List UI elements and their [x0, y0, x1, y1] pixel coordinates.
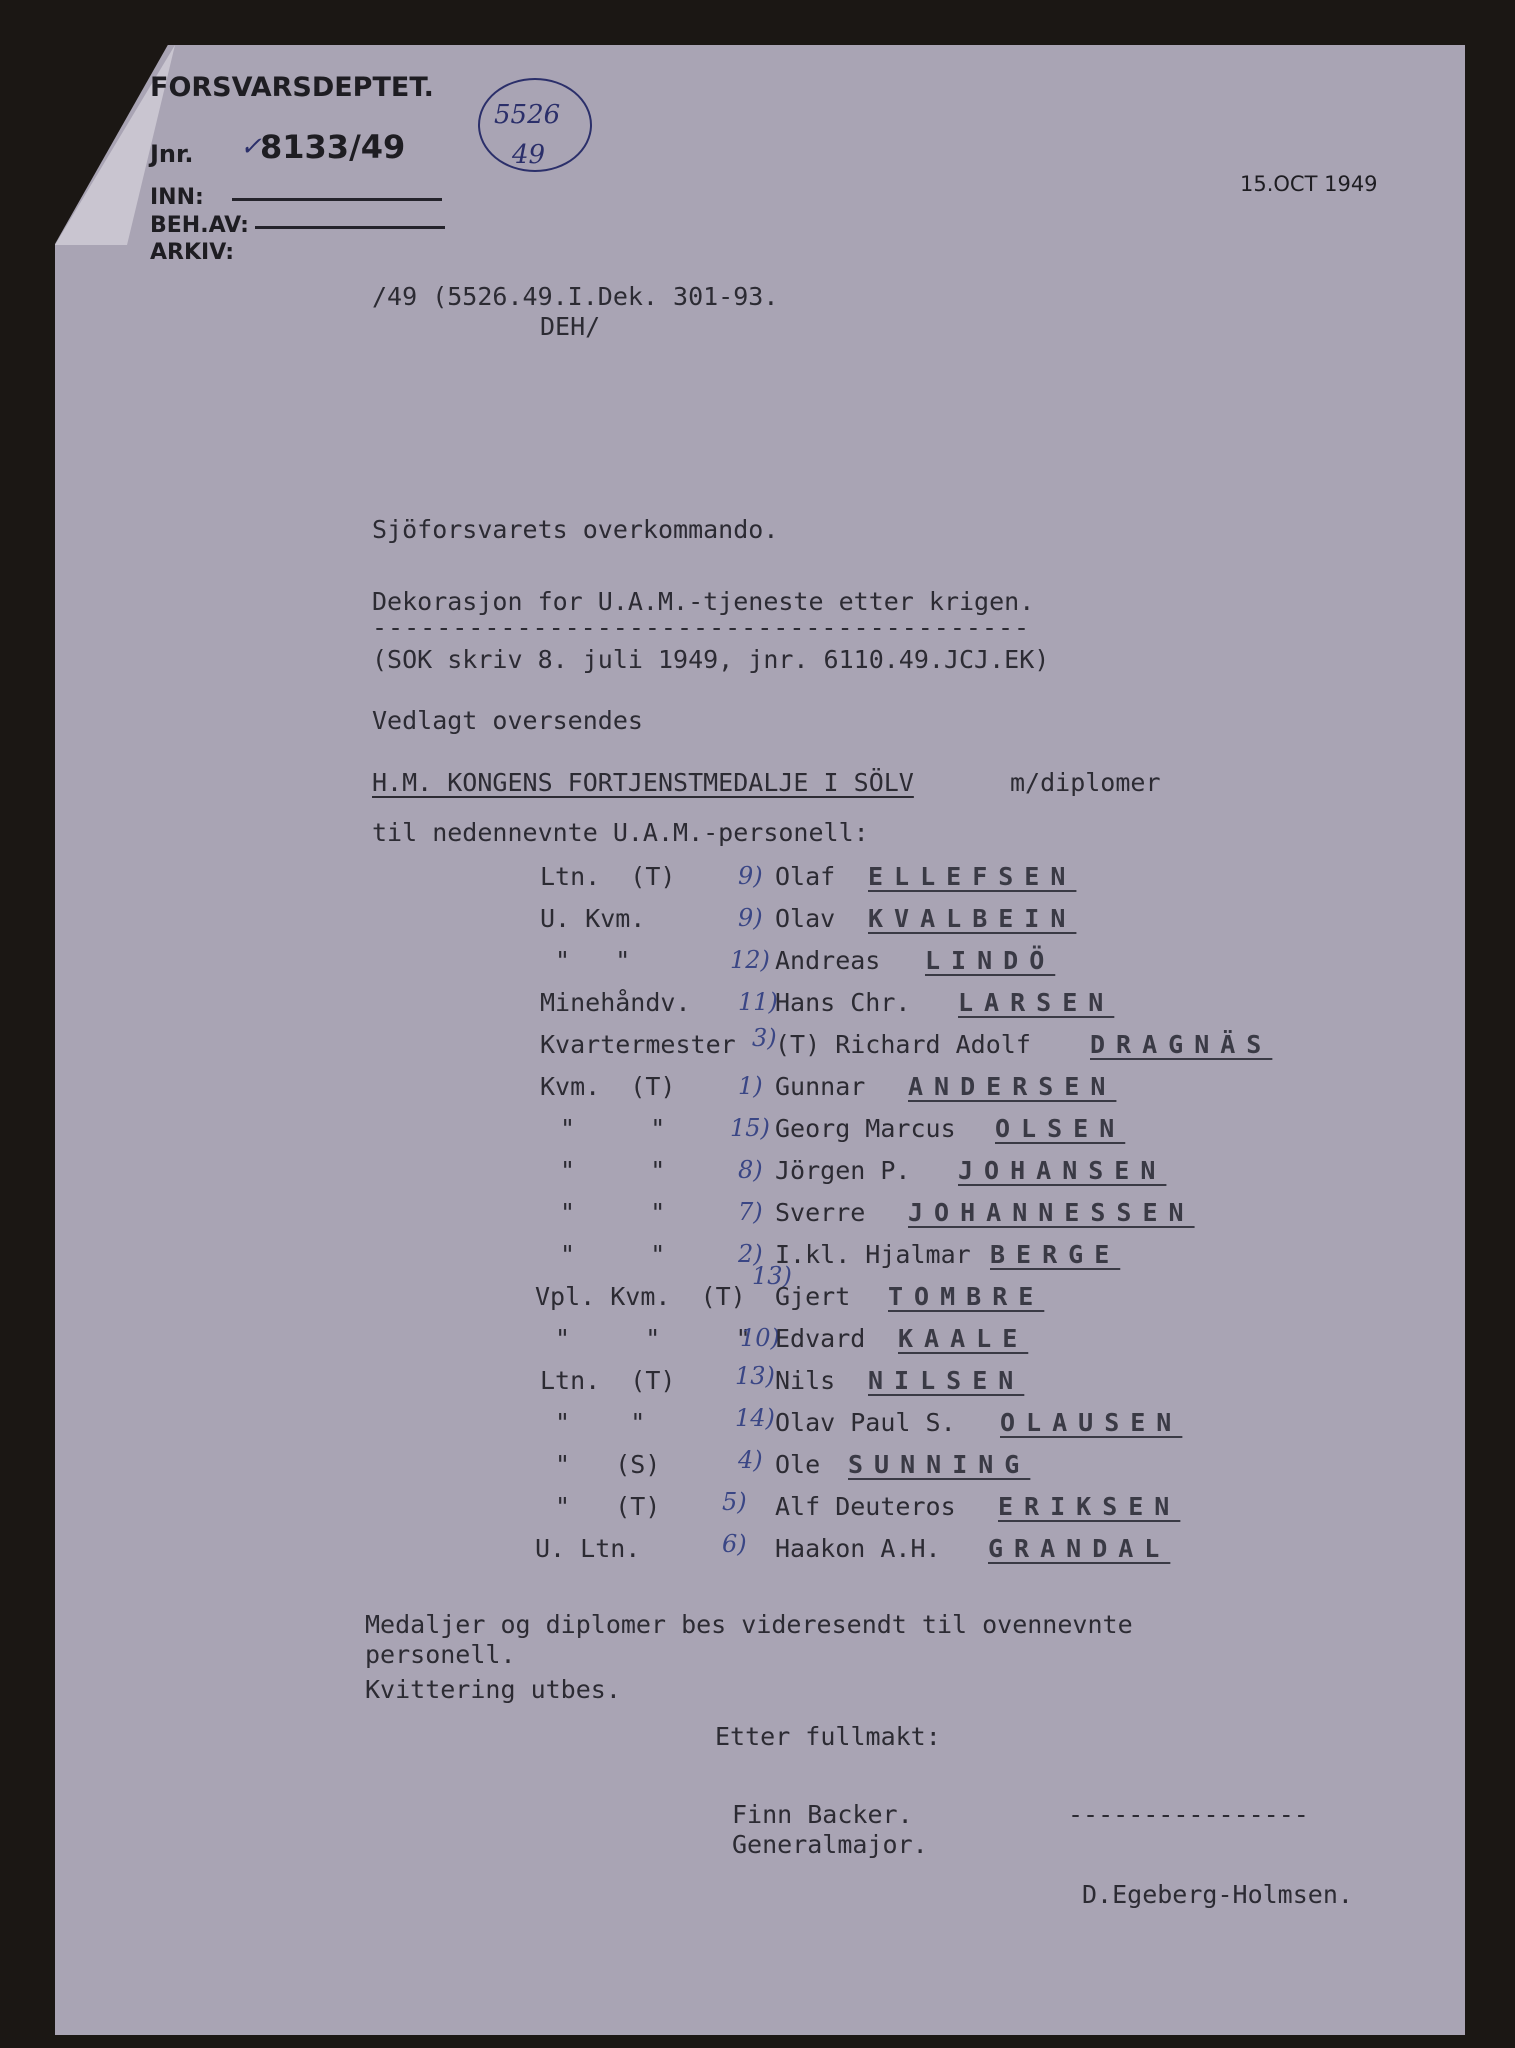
surname: DRAGNÄS [1090, 1030, 1273, 1059]
first-name: Georg Marcus [775, 1114, 956, 1143]
closing-line-1: Medaljer og diplomer bes videresendt til ovennevnte [365, 1610, 1133, 1639]
subject-rule: ----------------------------------------- [372, 613, 1031, 642]
first-name: (T) Richard Adolf [775, 1030, 1031, 1059]
rank: " (T) [555, 1492, 661, 1521]
first-name: Jörgen P. [775, 1156, 911, 1185]
surname: NILSEN [868, 1366, 1025, 1395]
first-name: Gjert [775, 1282, 851, 1311]
reference-line-1: /49 (5526.49.I.Dek. 301-93. [372, 282, 779, 311]
signatory-title: Generalmajor. [732, 1830, 928, 1859]
handwritten-number: 5) [722, 1488, 747, 1516]
handwritten-number: 10) [740, 1324, 780, 1352]
rank: Kvartermester [540, 1030, 736, 1059]
recipient: Sjöforsvarets overkommando. [372, 515, 779, 544]
handwritten-number: 15) [730, 1114, 770, 1142]
rank: " " " [555, 1324, 751, 1353]
handwritten-number: 14) [735, 1404, 775, 1432]
surname: JOHANSEN [958, 1156, 1167, 1185]
stamp-jnr-label: Jnr. [150, 140, 194, 168]
rank: Ltn. (T) [540, 862, 676, 891]
first-name: Hans Chr. [775, 988, 911, 1017]
first-name: Olav [775, 904, 836, 933]
surname: JOHANNESSEN [908, 1198, 1195, 1227]
first-name: Sverre [775, 1198, 866, 1227]
cosigner-name: D.Egeberg-Holmsen. [1082, 1880, 1353, 1909]
first-name: Nils [775, 1366, 836, 1395]
surname: SUNNING [848, 1450, 1031, 1479]
rank: " " [560, 1198, 666, 1227]
surname: GRANDAL [988, 1534, 1171, 1563]
reference-note: (SOK skriv 8. juli 1949, jnr. 6110.49.JCJ.EK) [372, 645, 1050, 674]
rank: Kvm. (T) [540, 1072, 676, 1101]
surname: LARSEN [958, 988, 1115, 1017]
surname: KVALBEIN [868, 904, 1077, 933]
authority-line: Etter fullmakt: [715, 1722, 941, 1751]
closing-line-2: personell. [365, 1640, 516, 1669]
handwritten-number: 4) [738, 1446, 763, 1474]
stamp-inn-line [232, 198, 442, 201]
handwritten-number: 9) [738, 904, 763, 932]
handwritten-number: 8) [738, 1156, 763, 1184]
rank: " " [555, 946, 631, 975]
signature-dashes: ---------------- [1068, 1800, 1309, 1829]
first-name: Olaf [775, 862, 836, 891]
handwritten-number: 13) [735, 1362, 775, 1390]
intro-text: Vedlagt oversendes [372, 706, 643, 735]
surname: BERGE [990, 1240, 1121, 1269]
surname: ANDERSEN [908, 1072, 1117, 1101]
rank: Ltn. (T) [540, 1366, 676, 1395]
stamp-arkiv-label: ARKIV: [150, 240, 235, 265]
handwritten-number: 6) [722, 1530, 747, 1558]
first-name: I.kl. Hjalmar [775, 1240, 971, 1269]
surname: TOMBRE [888, 1282, 1045, 1311]
stamp-jnr-value: 8133/49 [260, 128, 406, 166]
stamp-date: 15.OCT 1949 [1240, 172, 1378, 196]
surname: KAALE [898, 1324, 1029, 1353]
handwritten-number: 1) [738, 1072, 763, 1100]
to-line: til nedennevnte U.A.M.-personell: [372, 818, 869, 847]
rank: " " [560, 1240, 666, 1269]
rank: U. Kvm. [540, 904, 646, 933]
rank: " " [560, 1156, 666, 1185]
stamp-inn-label: INN: [150, 185, 204, 210]
surname: LINDÖ [925, 946, 1056, 975]
first-name: Gunnar [775, 1072, 866, 1101]
medal-name: H.M. KONGENS FORTJENSTMEDALJE I SÖLV [372, 768, 914, 797]
signatory-name: Finn Backer. [732, 1800, 913, 1829]
rank: U. Ltn. [535, 1534, 641, 1563]
first-name: Alf Deuteros [775, 1492, 956, 1521]
rank: " " [555, 1408, 646, 1437]
first-name: Haakon A.H. [775, 1534, 941, 1563]
handwritten-check: ✓ [240, 132, 262, 162]
handwritten-number: 7) [738, 1198, 763, 1226]
closing-line-3: Kvittering utbes. [365, 1675, 621, 1704]
first-name: Andreas [775, 946, 881, 975]
handwritten-number: 11) [738, 988, 778, 1016]
stamp-department: FORSVARSDEPTET. [150, 72, 434, 103]
handwritten-number: 13) [752, 1262, 792, 1290]
handwritten-ref-top: 5526 [494, 100, 561, 130]
surname: OLSEN [995, 1114, 1126, 1143]
rank: Minehåndv. [540, 988, 691, 1017]
handwritten-number: 3) [752, 1024, 777, 1052]
surname: ERIKSEN [998, 1492, 1181, 1521]
first-name: Edvard [775, 1324, 866, 1353]
handwritten-number: 9) [738, 862, 763, 890]
rank: Vpl. Kvm. (T) [535, 1282, 746, 1311]
rank: " (S) [555, 1450, 661, 1479]
surname: OLAUSEN [1000, 1408, 1183, 1437]
first-name: Ole [775, 1450, 821, 1479]
handwritten-number: 2) [738, 1240, 763, 1268]
handwritten-ref-bottom: 49 [512, 140, 546, 170]
reference-line-2: DEH/ [540, 312, 601, 341]
subject: Dekorasjon for U.A.M.-tjeneste etter krigen. [372, 587, 1035, 616]
surname: ELLEFSEN [868, 862, 1077, 891]
first-name: Olav Paul S. [775, 1408, 956, 1437]
rank: " " [560, 1114, 666, 1143]
medal-suffix: m/diplomer [1010, 768, 1161, 797]
handwritten-number: 12) [730, 946, 770, 974]
stamp-beh-line [255, 226, 445, 229]
stamp-beh-label: BEH.AV: [150, 213, 249, 238]
